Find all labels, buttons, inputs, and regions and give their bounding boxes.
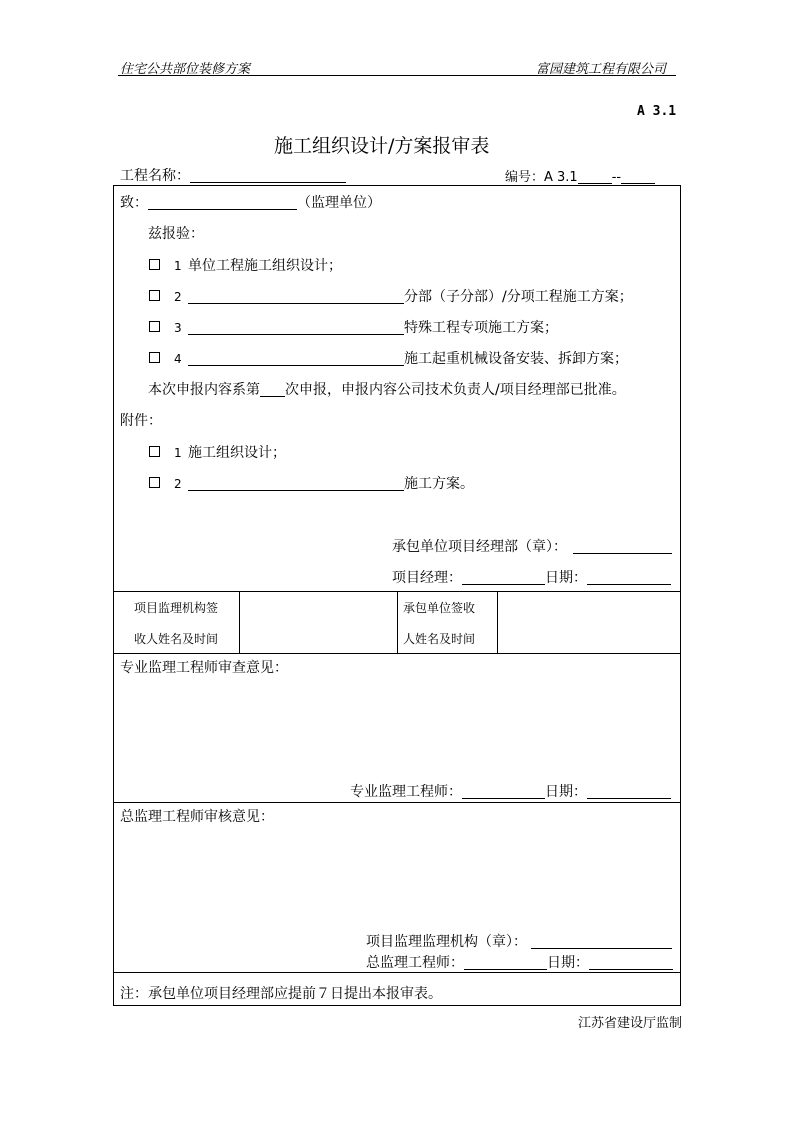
engineer-opinion-field[interactable]: [118, 678, 676, 773]
chief-sign-row: [366, 952, 673, 972]
chief-opinion-label: 总监理工程师审核意见：: [120, 809, 274, 825]
contractor-receipt-label-1: 承包单位签收: [403, 601, 476, 615]
submission-count-field[interactable]: [260, 381, 285, 397]
attachment-row-1: [149, 442, 286, 462]
form-number-field-1[interactable]: [578, 168, 612, 184]
item-field-3[interactable]: [188, 319, 404, 335]
attachment-label: 施工方案。: [404, 476, 474, 492]
declaration-prefix: 本次申报内容系第: [148, 382, 260, 398]
supervision-receipt-label-2: 收人姓名及时间: [134, 632, 219, 646]
contractor-dept-label: 承包单位项目经理部（章）：: [392, 539, 567, 555]
project-name-field[interactable]: [190, 167, 346, 183]
header-company-name: 富园建筑工程有限公司: [536, 62, 667, 77]
pm-label: 项目经理：: [392, 570, 462, 586]
item-field-4[interactable]: [188, 350, 404, 366]
engineer-date-label: 日期：: [545, 784, 587, 800]
supervision-org-seal-field[interactable]: [531, 933, 672, 949]
declaration-row: [148, 379, 626, 399]
project-name-row: [120, 165, 346, 185]
pm-date-row: [392, 567, 671, 587]
pm-field[interactable]: [462, 569, 545, 585]
supervision-org-label: 项目监理监理机构（章）：: [366, 934, 527, 950]
attachments-label: 附件：: [120, 413, 162, 429]
form-code: A 3.1: [637, 104, 677, 119]
pm-date-label: 日期：: [545, 570, 587, 586]
item-number: 2: [174, 290, 182, 304]
chief-field[interactable]: [464, 954, 547, 970]
item-checkbox-1[interactable]: [149, 259, 160, 270]
divider-sign-bottom: [114, 653, 680, 654]
contractor-receipt-label-2: 人姓名及时间: [403, 632, 476, 646]
to-row: [120, 192, 381, 212]
supervision-receipt-label-1: 项目监理机构签: [134, 601, 219, 615]
item-row-1: [149, 255, 342, 275]
supervision-receipt-field[interactable]: [240, 592, 396, 652]
header-rule: [118, 75, 676, 76]
item-number: 1: [174, 259, 182, 273]
engineer-opinion-label: 专业监理工程师审查意见：: [120, 660, 288, 676]
form-number-label: 编号：A 3.1: [505, 170, 578, 185]
item-label: 分部（子分部）/分项工程施工方案；: [404, 289, 633, 305]
engineer-field[interactable]: [462, 783, 545, 799]
form-number-separator: --: [611, 170, 622, 185]
item-checkbox-2[interactable]: [149, 290, 160, 301]
item-label: 施工起重机械设备安装、拆卸方案；: [404, 351, 628, 367]
item-row-2: [149, 286, 633, 306]
form-title: 施工组织设计/方案报审表: [274, 135, 490, 157]
to-label: 致：: [120, 195, 148, 211]
chief-date-field[interactable]: [589, 954, 673, 970]
footer-issuer: 江苏省建设厅监制: [578, 1016, 683, 1031]
declaration-suffix: 次申报，申报内容公司技术负责人/项目经理部已批准。: [285, 382, 626, 398]
chief-opinion-field[interactable]: [118, 828, 676, 923]
project-name-label: 工程名称：: [120, 168, 190, 184]
chief-date-label: 日期：: [547, 955, 589, 971]
header-doc-title: 住宅公共部位装修方案: [120, 62, 251, 77]
item-checkbox-4[interactable]: [149, 352, 160, 363]
sign-col-divider-2: [397, 591, 398, 653]
engineer-sign-row: [350, 781, 671, 801]
attachment-label: 施工组织设计；: [188, 445, 286, 461]
form-number-field-2[interactable]: [621, 168, 655, 184]
attachment-row-2: [149, 473, 474, 493]
contractor-receipt-field[interactable]: [498, 592, 679, 652]
item-checkbox-3[interactable]: [149, 321, 160, 332]
attachment-number: 2: [174, 477, 182, 491]
contractor-dept-row: [392, 536, 672, 556]
attachment-number: 1: [174, 446, 182, 460]
attachment-field-2[interactable]: [188, 475, 404, 491]
item-field-2[interactable]: [188, 288, 404, 304]
divider-engineer-bottom: [114, 802, 680, 803]
item-number: 3: [174, 321, 182, 335]
chief-label: 总监理工程师：: [366, 955, 464, 971]
item-label: 特殊工程专项施工方案；: [404, 320, 558, 336]
supervision-unit-field[interactable]: [148, 194, 297, 210]
attachment-checkbox-2[interactable]: [149, 477, 160, 488]
engineer-date-field[interactable]: [587, 783, 671, 799]
item-row-3: [149, 317, 558, 337]
supervision-org-row: [366, 931, 672, 951]
to-suffix: （监理单位）: [297, 195, 381, 211]
attachment-checkbox-1[interactable]: [149, 446, 160, 457]
contractor-dept-seal-field[interactable]: [573, 538, 672, 554]
item-number: 4: [174, 352, 182, 366]
divider-chief-bottom: [114, 972, 680, 973]
submit-intro: 兹报验：: [148, 226, 204, 242]
item-row-4: [149, 348, 628, 368]
form-note: 注：承包单位项目经理部应提前７日提出本报审表。: [120, 986, 442, 1002]
pm-date-field[interactable]: [587, 569, 671, 585]
form-number-row: [505, 166, 655, 185]
engineer-label: 专业监理工程师：: [350, 784, 462, 800]
item-label: 单位工程施工组织设计；: [188, 258, 342, 274]
